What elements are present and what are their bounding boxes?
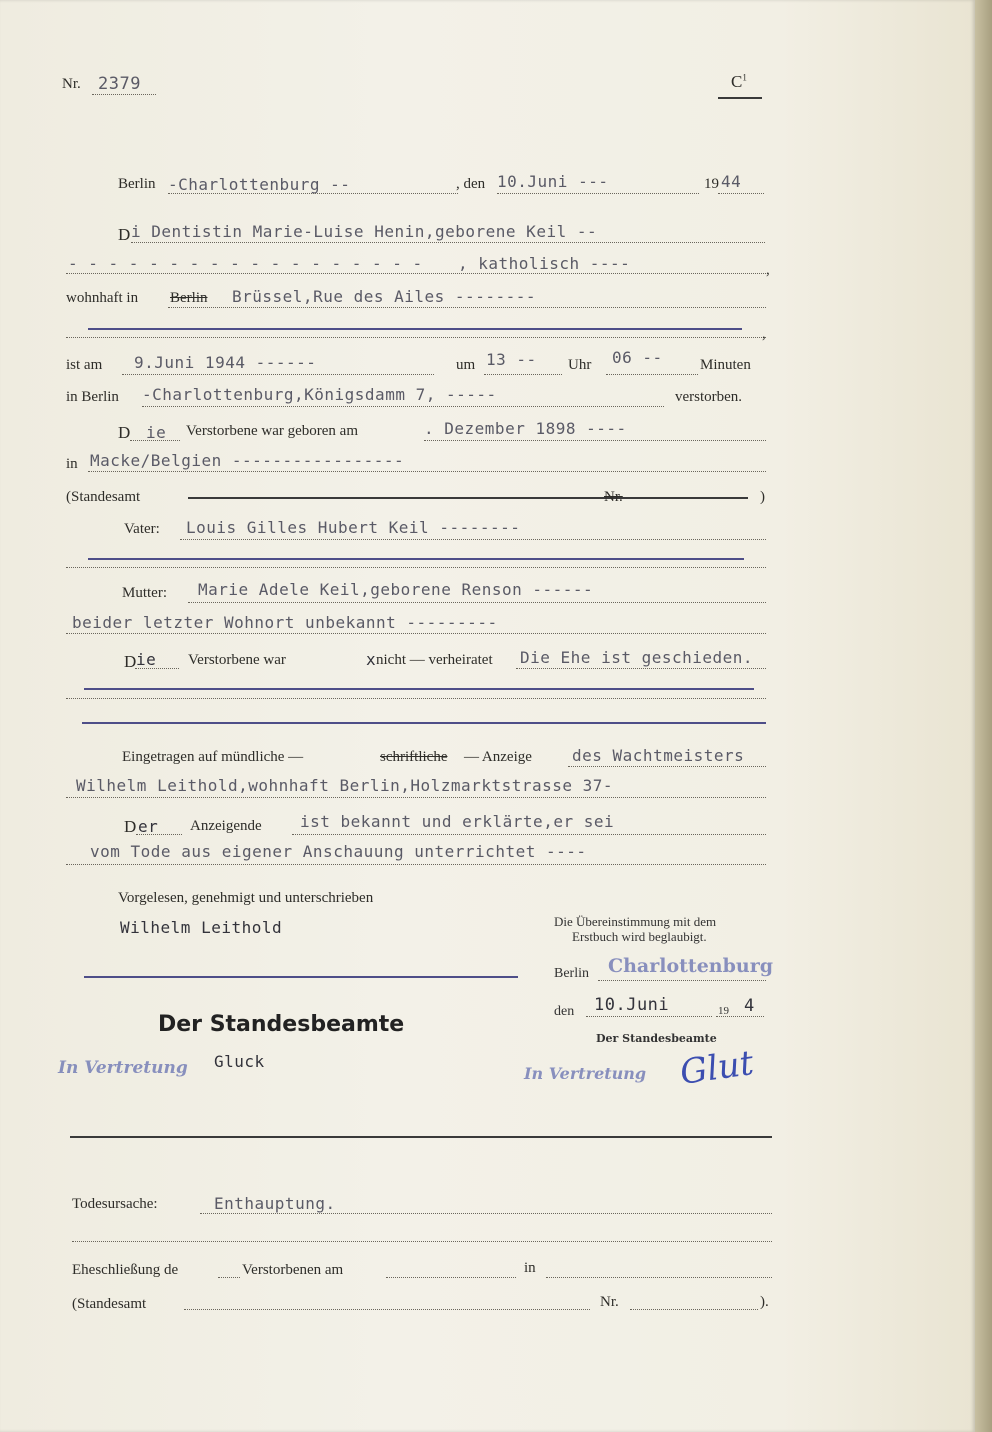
form-code-underline <box>718 97 762 99</box>
report-anzeige-label: — Anzeige <box>464 749 532 765</box>
cert-year-dotline <box>716 1016 764 1017</box>
cert-official-label: Der Standesbeamte <box>596 1032 717 1045</box>
birth-standesamt-rule <box>188 497 748 499</box>
date-value: 10.Juni --- <box>497 172 609 191</box>
birth-place-dotline <box>88 471 766 472</box>
birth-prefix: D <box>118 423 131 442</box>
nr-dotline <box>92 94 156 95</box>
footer-rule <box>70 1136 772 1138</box>
cert-place-label: Berlin <box>554 966 589 981</box>
cert-place-dotline <box>598 980 766 981</box>
year-dotline <box>718 193 764 194</box>
cause-label: Todesursache: <box>72 1196 158 1212</box>
death-place-dotline <box>142 406 664 407</box>
report-value-line1: des Wachtmeisters <box>572 746 745 765</box>
official-name: Gluck <box>214 1052 265 1071</box>
death-hour-value: 13 -- <box>486 350 537 369</box>
signer-name: Wilhelm Leithold <box>120 918 283 937</box>
comma: , <box>766 262 770 278</box>
page-edge <box>975 0 992 1432</box>
marriage-in: in <box>524 1260 536 1276</box>
marital-dotline <box>516 668 766 669</box>
birth-prefix-dotline <box>130 440 180 441</box>
marriage-place-dotline <box>546 1277 772 1278</box>
deceased-religion: , katholisch ---- <box>458 254 631 273</box>
death-hour-label: um <box>456 357 476 373</box>
nr-value: 2379 <box>98 74 141 94</box>
deceased-prefix: D <box>118 225 131 244</box>
death-minutes-value: 06 -- <box>612 348 663 367</box>
year-suffix: 44 <box>721 172 742 191</box>
vertretung-stamp-right: In Vertretung <box>524 1064 647 1083</box>
date-label: , den <box>456 176 486 192</box>
report-struck: schriftliche <box>380 749 448 765</box>
footer-close-paren: ). <box>760 1294 769 1310</box>
death-hour-dotline <box>484 374 562 375</box>
comma-2: , <box>762 326 766 342</box>
marital-text: Verstorbene war <box>188 652 286 668</box>
father-dotline-2 <box>66 567 766 568</box>
cert-year-prefix: 19 <box>718 1005 729 1017</box>
cert-place-stamp: Charlottenburg <box>608 955 773 977</box>
marital-dotline-2 <box>66 698 766 699</box>
vertretung-stamp-left: In Vertretung <box>58 1058 188 1078</box>
death-place-value: -Charlottenburg,Königsdamm 7, ----- <box>142 385 497 404</box>
marital-value: Die Ehe ist geschieden. <box>520 648 754 667</box>
marriage-de-dotline <box>218 1277 240 1278</box>
residence-value: Brüssel,Rue des Ailes -------- <box>232 287 536 306</box>
father-label: Vater: <box>124 521 160 537</box>
marital-prefix-dotline <box>135 668 179 669</box>
birth-prefix-value: ie <box>146 423 167 442</box>
report-value-line2: Wilhelm Leithold,wohnhaft Berlin,Holzmarktstrasse 37- <box>76 776 614 795</box>
deceased-dotline-2 <box>66 273 766 274</box>
marriage-label: Eheschließung de <box>72 1262 179 1278</box>
minutes-label: Minuten <box>700 357 751 373</box>
place-dotline <box>168 193 458 194</box>
nr-label: Nr. <box>62 76 81 92</box>
marriage-date-dotline <box>386 1277 516 1278</box>
marital-prefix-value: ie <box>136 650 157 669</box>
anzeigende-dotline-2 <box>66 864 766 865</box>
death-minutes-dotline <box>606 374 698 375</box>
anzeigende-prefix-dotline <box>136 834 182 835</box>
official-title: Der Standesbeamte <box>158 1012 405 1037</box>
birth-place-value: Macke/Belgien ----------------- <box>90 451 405 470</box>
marriage-mid: Verstorbenen am <box>242 1262 344 1278</box>
deceased-name-line1: i Dentistin Marie-Luise Henin,geborene Keil -- <box>131 222 598 241</box>
signature-rule <box>84 976 518 978</box>
residence-dotline <box>168 307 766 308</box>
residence-rule <box>88 328 742 330</box>
cert-text-line1: Die Übereinstimmung mit dem <box>554 914 717 929</box>
date-dotline <box>497 193 699 194</box>
deceased-name-line2: - - - - - - - - - - - - - - - - - - <box>68 254 423 273</box>
cert-year-suffix: 4 <box>744 996 755 1016</box>
cert-signature: Glut <box>677 1043 757 1093</box>
marital-rule <box>84 688 754 690</box>
anzeigende-label: Anzeigende <box>190 818 262 834</box>
residence-struck: Berlin <box>170 290 208 306</box>
cert-date-label: den <box>554 1004 575 1019</box>
cert-text-line2: Erstbuch wird beglaubigt. <box>572 929 707 944</box>
anzeigende-prefix-value: er <box>138 817 159 836</box>
marital-rule-2 <box>82 722 766 724</box>
cause-dotline-2 <box>72 1241 772 1242</box>
marital-nicht-label: nicht — verheiratet <box>376 652 493 668</box>
birth-close-paren: ) <box>760 489 765 505</box>
anzeigende-prefix: D <box>124 817 137 836</box>
footer-standesamt-dotline <box>184 1309 590 1310</box>
marital-prefix: D <box>124 652 137 671</box>
uhr-label: Uhr <box>568 357 592 373</box>
marital-struck: x <box>366 650 377 669</box>
cert-date-dotline <box>586 1016 712 1017</box>
birth-standesamt-label: (Standesamt <box>66 489 141 505</box>
report-dotline-2 <box>66 797 766 798</box>
read-label: Vorgelesen, genehmigt und unterschrieben <box>118 890 374 906</box>
birth-date-value: . Dezember 1898 ---- <box>424 419 627 438</box>
year-prefix: 19 <box>704 176 719 192</box>
anzeigende-line2: vom Tode aus eigener Anschauung unterrichtet ---- <box>90 842 587 861</box>
mother-dotline-2 <box>66 633 766 634</box>
father-value: Louis Gilles Hubert Keil -------- <box>186 518 521 537</box>
form-code: $C^1$ <box>731 72 747 91</box>
birth-nr-label: Nr. <box>604 489 623 505</box>
cause-dotline <box>200 1213 772 1214</box>
cause-value: Enthauptung. <box>214 1194 336 1213</box>
place-label: Berlin <box>118 176 156 192</box>
verstorben-label: verstorben. <box>675 389 743 405</box>
death-date-label: ist am <box>66 357 103 373</box>
mother-line2: beider letzter Wohnort unbekannt --------- <box>72 613 498 632</box>
residence-label: wohnhaft in <box>66 290 139 306</box>
anzeigende-dotline <box>292 834 766 835</box>
birth-text: Verstorbene war geboren am <box>186 423 359 439</box>
birth-date-dotline <box>424 440 766 441</box>
report-label: Eingetragen auf mündliche — <box>122 749 304 765</box>
birth-in-label: in <box>66 456 78 472</box>
mother-value: Marie Adele Keil,geborene Renson ------ <box>198 580 594 599</box>
mother-label: Mutter: <box>122 585 167 601</box>
death-place-label: in Berlin <box>66 389 119 405</box>
death-date-dotline <box>122 374 434 375</box>
residence-dotline-2 <box>66 337 766 338</box>
mother-dotline <box>188 602 766 603</box>
anzeigende-value: ist bekannt und erklärte,er sei <box>300 812 615 831</box>
footer-nr-label: Nr. <box>600 1294 619 1310</box>
footer-standesamt-label: (Standesamt <box>72 1296 147 1312</box>
death-date-value: 9.Juni 1944 ------ <box>134 353 317 372</box>
father-rule <box>88 558 744 560</box>
deceased-dotline-1 <box>131 242 765 243</box>
cert-date-value: 10.Juni <box>594 995 670 1015</box>
place-value: -Charlottenburg -- <box>168 175 351 194</box>
report-dotline-1 <box>568 766 766 767</box>
footer-nr-dotline <box>630 1309 758 1310</box>
father-dotline <box>180 539 766 540</box>
